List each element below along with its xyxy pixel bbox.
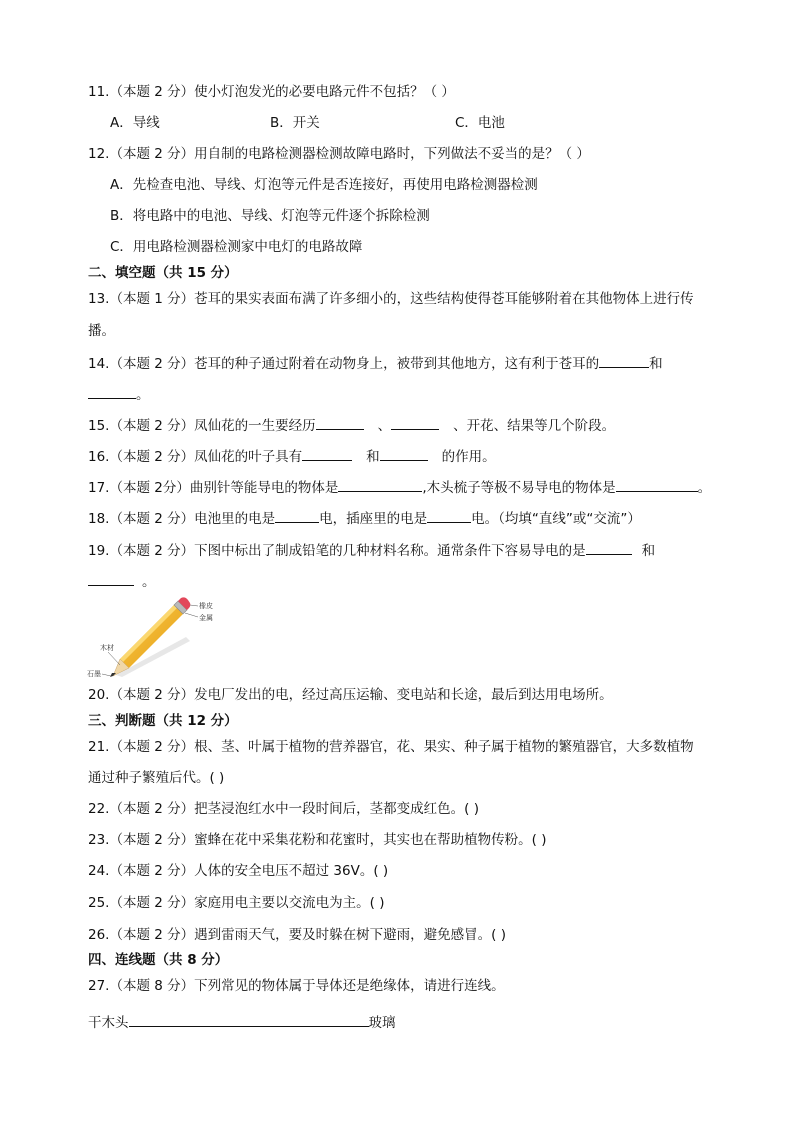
- matching-row: [88, 1012, 396, 1032]
- answer-blank[interactable]: [88, 571, 134, 586]
- question-17-text: 17.（本题 2分）曲别针等能导电的物体是: [88, 480, 339, 496]
- label-rubber: 橡皮: [199, 602, 213, 610]
- option-b: B．将电路中的电池、导线、灯泡等元件逐个拆除检测: [110, 208, 430, 224]
- connecting-line[interactable]: [129, 1012, 369, 1027]
- answer-blank[interactable]: [599, 353, 649, 368]
- answer-blank[interactable]: [275, 508, 319, 523]
- question-13-line2: 播。: [88, 323, 115, 339]
- question-22: 22.（本题 2 分）把茎浸泡红水中一段时间后，茎都变成红色。( ): [88, 801, 479, 817]
- section-heading: 四、连线题（共 8 分）: [88, 952, 229, 968]
- question-14-and: 和: [649, 356, 663, 372]
- question-16-end: 的作用。: [441, 449, 496, 465]
- answer-blank[interactable]: [427, 508, 471, 523]
- leader-line: [102, 674, 111, 676]
- matching-left-item: 干木头: [88, 1015, 129, 1031]
- leader-line: [185, 613, 198, 617]
- answer-blank[interactable]: [302, 446, 352, 461]
- question-19-end: 。: [142, 574, 156, 590]
- question-18-text: 18.（本题 2 分）电池里的电是: [88, 511, 276, 527]
- answer-blank[interactable]: [338, 477, 422, 492]
- question-21-line1: 21.（本题 2 分）根、茎、叶属于植物的营养器官，花、果实、种子属于植物的繁殖器官，大多数植物: [88, 739, 694, 755]
- question-25: 25.（本题 2 分）家庭用电主要以交流电为主。( ): [88, 895, 385, 911]
- question-26: 26.（本题 2 分）遇到雷雨天气，要及时躲在树下避雨，避免感冒。( ): [88, 927, 506, 943]
- question-17-mid: ,木头梳子等极不易导电的物体是: [422, 480, 616, 496]
- question-11: 11.（本题 2 分）使小灯泡发光的必要电路元件不包括？（ ）: [88, 84, 455, 100]
- question-14-text: 14.（本题 2 分）苍耳的种子通过附着在动物身上，被带到其他地方，这有利于苍耳的: [88, 356, 600, 372]
- question-24: 24.（本题 2 分）人体的安全电压不超过 36V。( ): [88, 863, 389, 879]
- question-17: [88, 477, 711, 497]
- answer-blank[interactable]: [391, 415, 439, 430]
- answer-blank[interactable]: [88, 384, 136, 399]
- question-19-line1: [88, 540, 655, 560]
- leader-line: [190, 605, 198, 606]
- question-15-text: 15.（本题 2 分）凤仙花的一生要经历: [88, 418, 316, 434]
- label-wood: 木材: [100, 644, 114, 652]
- question-20: 20.（本题 2 分）发电厂发出的电，经过高压运输、变电站和长途，最后到达用电场所。: [88, 687, 613, 703]
- question-21-line2: 通过种子繁殖后代。( ): [88, 770, 225, 786]
- question-15: [88, 415, 615, 435]
- question-17-end: 。: [697, 480, 712, 496]
- leader-line: [108, 652, 120, 665]
- question-11-options: [110, 114, 505, 132]
- section-heading: 三、判断题（共 12 分）: [88, 713, 238, 729]
- question-23: 23.（本题 2 分）蜜蜂在花中采集花粉和花蜜时，其实也在帮助植物传粉。( ): [88, 832, 547, 848]
- question-14-end: 。: [136, 387, 150, 403]
- question-16-and: 和: [366, 449, 380, 465]
- pencil-highlight: [120, 605, 177, 662]
- option-c: C．电池: [455, 115, 505, 131]
- matching-right-item: 玻璃: [368, 1015, 396, 1031]
- answer-blank[interactable]: [316, 415, 364, 430]
- option-c: C．用电路检测器检测家中电灯的电路故障: [110, 239, 363, 255]
- answer-blank[interactable]: [616, 477, 698, 492]
- section-heading: 二、填空题（共 15 分）: [88, 265, 238, 281]
- option-a: A．导线: [110, 115, 160, 131]
- label-graphite: 石墨: [87, 670, 101, 678]
- option-b: B．开关: [270, 115, 320, 131]
- label-metal: 金属: [199, 614, 213, 622]
- question-14-line2: [88, 384, 150, 404]
- question-18: [88, 508, 641, 528]
- answer-blank[interactable]: [586, 540, 632, 555]
- question-13-line1: 13.（本题 1 分）苍耳的果实表面布满了许多细小的，这些结构使得苍耳能够附着在其他物体上进行传: [88, 291, 694, 307]
- question-12: 12.（本题 2 分）用自制的电路检测器检测故障电路时，下列做法不妥当的是？（ ）: [88, 146, 590, 162]
- question-18-mid: 电，插座里的电是: [319, 511, 428, 527]
- pencil-figure: [86, 597, 226, 679]
- question-19-and: 和: [641, 543, 656, 559]
- question-16-text: 16.（本题 2 分）凤仙花的叶子具有: [88, 449, 303, 465]
- answer-blank[interactable]: [380, 446, 428, 461]
- question-15-end: 、开花、结果等几个阶段。: [453, 418, 616, 434]
- question-18-end: 电。（均填“直线”或“交流”）: [471, 511, 641, 527]
- option-a: A．先检查电池、导线、灯泡等元件是否连接好，再使用电路检测器检测: [110, 177, 538, 193]
- question-19-text: 19.（本题 2 分）下图中标出了制成铅笔的几种材料名称。通常条件下容易导电的是: [88, 543, 586, 559]
- question-16: [88, 446, 496, 466]
- question-19-line2: [88, 571, 156, 591]
- question-15-sep: 、: [377, 418, 392, 434]
- question-14-line1: [88, 353, 663, 373]
- question-27: 27.（本题 8 分）下列常见的物体属于导体还是绝缘体，请进行连线。: [88, 978, 505, 994]
